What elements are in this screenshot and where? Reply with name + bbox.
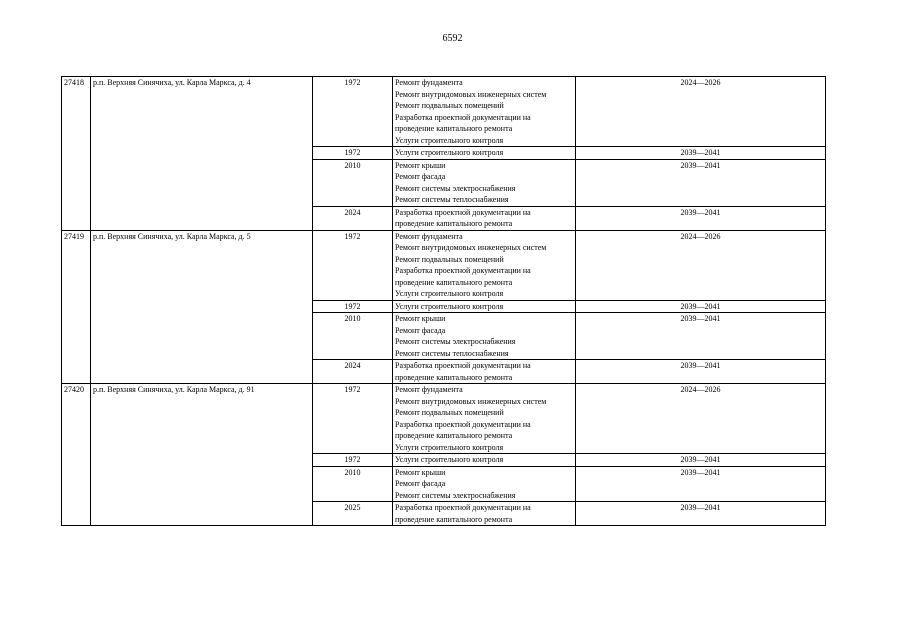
works-cell [393,230,576,300]
period-cell: 2024—2026 [576,230,826,300]
work-item: Разработка проектной документации на [395,207,531,217]
work-item: Ремонт фундамента [395,385,463,394]
work-item: проведение капитального ремонта [395,277,513,287]
period-cell: 2039—2041 [576,502,826,526]
works-cell [393,454,576,467]
building-address: р.п. Верхняя Синячиха, ул. Карла Маркса, д. 5 [91,230,313,384]
year-cell: 1972 [313,384,393,454]
work-item: Ремонт крыши [395,314,446,323]
work-item: Ремонт фасада [395,172,446,181]
table-row [62,230,826,300]
work-item: Ремонт системы электроснабжения [395,183,516,193]
period-cell: 2039—2041 [576,313,826,360]
work-item: проведение капитального ремонта [395,431,513,440]
period-cell: 2039—2041 [576,300,826,313]
table-row [62,77,826,147]
work-item: Услуги строительного контроля [395,289,504,298]
work-item: Ремонт фундамента [395,78,463,87]
work-item: Ремонт крыши [395,160,446,170]
period-cell: 2039—2041 [576,147,826,160]
works-cell [393,300,576,313]
period-cell: 2024—2026 [576,384,826,454]
works-cell [393,147,576,160]
building-address: р.п. Верхняя Синячиха, ул. Карла Маркса, д. 4 [91,77,313,231]
building-address: р.п. Верхняя Синячиха, ул. Карла Маркса, д. 91 [91,384,313,526]
period-cell: 2039—2041 [576,466,826,502]
work-item: Ремонт системы теплоснабжения [395,348,509,358]
work-item: Ремонт подвальных помещений [395,101,504,110]
year-cell: 1972 [313,454,393,467]
works-cell [393,360,576,384]
year-cell: 1972 [313,230,393,300]
work-item: Ремонт подвальных помещений [395,408,504,417]
year-cell: 2010 [313,466,393,502]
work-item: Разработка проектной документации на [395,419,531,429]
works-cell [393,206,576,230]
works-cell [393,502,576,526]
work-item: Услуги строительного контроля [395,455,504,464]
works-cell [393,384,576,454]
work-item: Разработка проектной документации на [395,361,531,370]
year-cell: 2024 [313,206,393,230]
building-id: 27420 [62,384,91,526]
work-item: проведение капитального ремонта [395,124,513,133]
year-cell: 2010 [313,313,393,360]
work-item: Услуги строительного контроля [395,148,504,157]
work-item: Ремонт системы электроснабжения [395,490,516,500]
year-cell: 1972 [313,77,393,147]
table-row [62,384,826,454]
works-cell [393,313,576,360]
work-item: Ремонт внутридомовых инженерных систем [395,89,547,99]
year-cell: 2024 [313,360,393,384]
work-item: Услуги строительного контроля [395,135,504,145]
building-id: 27419 [62,230,91,384]
work-item: Ремонт системы электроснабжения [395,337,516,346]
year-cell: 1972 [313,147,393,160]
work-item: Услуги строительного контроля [395,442,504,452]
work-item: проведение капитального ремонта [395,219,513,228]
works-cell [393,159,576,206]
period-cell: 2039—2041 [576,360,826,384]
works-cell [393,77,576,147]
work-item: Ремонт фундамента [395,231,463,241]
building-id: 27418 [62,77,91,231]
work-item: проведение капитального ремонта [395,514,513,524]
work-item: Ремонт подвальных помещений [395,254,504,264]
period-cell: 2024—2026 [576,77,826,147]
period-cell: 2039—2041 [576,206,826,230]
work-item: Разработка проектной документации на [395,503,531,512]
work-item: Ремонт фасада [395,479,446,488]
year-cell: 2010 [313,159,393,206]
work-item: Ремонт системы теплоснабжения [395,195,509,204]
work-item: Ремонт внутридомовых инженерных систем [395,243,547,252]
year-cell: 1972 [313,300,393,313]
works-cell [393,466,576,502]
work-item: Ремонт крыши [395,467,446,477]
period-cell: 2039—2041 [576,159,826,206]
work-item: Ремонт фасада [395,325,446,335]
work-item: Услуги строительного контроля [395,301,504,311]
repair-schedule-table [61,76,826,526]
work-item: проведение капитального ремонта [395,372,513,382]
page-number: 6592 [442,33,463,44]
table-body [62,77,826,526]
work-item: Разработка проектной документации на [395,112,531,122]
work-item: Разработка проектной документации на [395,266,531,275]
period-cell: 2039—2041 [576,454,826,467]
year-cell: 2025 [313,502,393,526]
work-item: Ремонт внутридомовых инженерных систем [395,396,547,406]
